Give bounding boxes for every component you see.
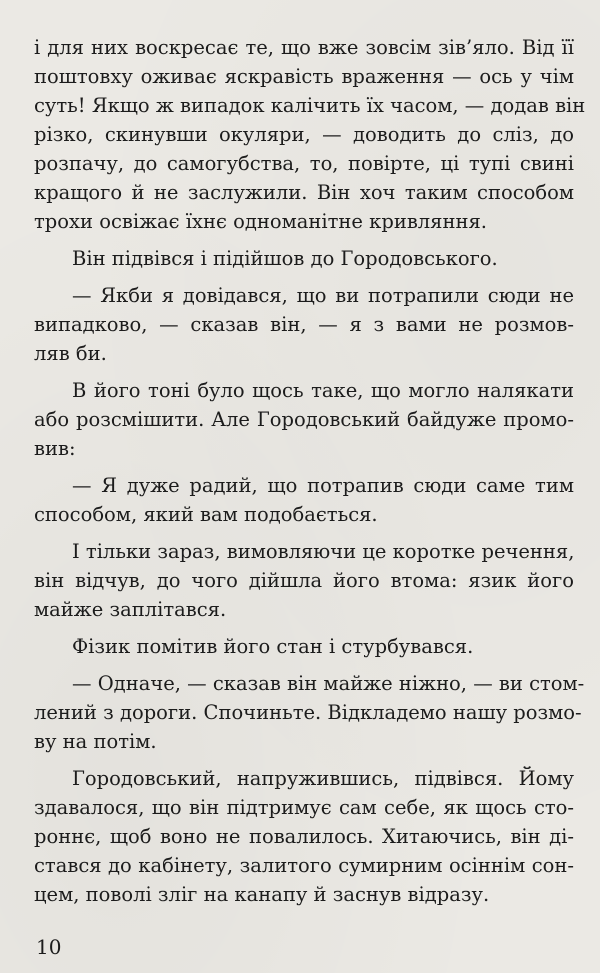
- text-line: кращого й не заслужили. Він хоч таким способом: [34, 181, 574, 204]
- paragraph: [34, 537, 574, 624]
- paragraph: [34, 669, 585, 756]
- text-line: Він підвівся і підійшов до Городовського.: [72, 247, 498, 270]
- paragraph: [34, 281, 574, 368]
- text-line: розпачу, до самогубства, то, повірте, ці тупі свині: [34, 152, 574, 175]
- text-line: суть! Якщо ж випадок калічить їх часом, — додав він: [34, 94, 586, 117]
- paragraph: [34, 632, 574, 661]
- paragraph: [34, 471, 574, 529]
- text-line: способом, який вам подобається.: [34, 503, 378, 526]
- text-line: В його тоні було щось таке, що могло налякати: [72, 379, 574, 402]
- paragraph: [34, 764, 574, 909]
- text-line: поштовху оживає яскравість враження — ось у чім: [34, 65, 574, 88]
- text-line: і для них воскресає те, що вже зовсім зів’яло. Від її: [34, 36, 574, 59]
- text-line: трохи освіжає їхнє одноманітне кривляння.: [34, 210, 487, 233]
- paragraph: [34, 33, 586, 236]
- paragraph: [34, 244, 574, 273]
- text-line: здавалося, що він підтримує сам себе, як щось сто-: [34, 796, 574, 819]
- text-line: він відчув, до чого дійшла його втома: язик його: [34, 569, 574, 592]
- text-line: — Я дуже радий, що потрапив сюди саме тим: [72, 474, 574, 497]
- text-line: майже заплітався.: [34, 598, 227, 621]
- paragraph: [34, 376, 574, 463]
- text-line: цем, поволі зліг на канапу й заснув відразу.: [34, 883, 490, 906]
- text-line: стався до кабінету, залитого сумирним осіннім сон-: [34, 854, 574, 877]
- body-text: [34, 33, 586, 917]
- text-line: — Одначе, — сказав він майже ніжно, — ви стом-: [72, 672, 585, 695]
- text-line: вив:: [34, 437, 76, 460]
- text-line: ву на потім.: [34, 730, 157, 753]
- text-line: різко, скинувши окуляри, — доводить до сліз, до: [34, 123, 574, 146]
- text-line: Фізик помітив його стан і стурбувався.: [72, 635, 474, 658]
- text-line: Городовський, напружившись, підвівся. Йому: [72, 767, 574, 790]
- text-line: роннє, щоб воно не повалилось. Хитаючись, він ді-: [34, 825, 574, 848]
- text-line: І тільки зараз, вимовляючи це коротке речення,: [72, 540, 575, 563]
- text-line: лений з дороги. Спочиньте. Відкладемо нашу розмо-: [34, 701, 582, 724]
- page-number: 10: [36, 935, 62, 959]
- text-line: або розсмішити. Але Городовський байдуже промо-: [34, 408, 574, 431]
- text-line: — Якби я довідався, що ви потрапили сюди не: [72, 284, 574, 307]
- text-line: випадково, — сказав він, — я з вами не розмов-: [34, 313, 574, 336]
- text-line: ляв би.: [34, 342, 107, 365]
